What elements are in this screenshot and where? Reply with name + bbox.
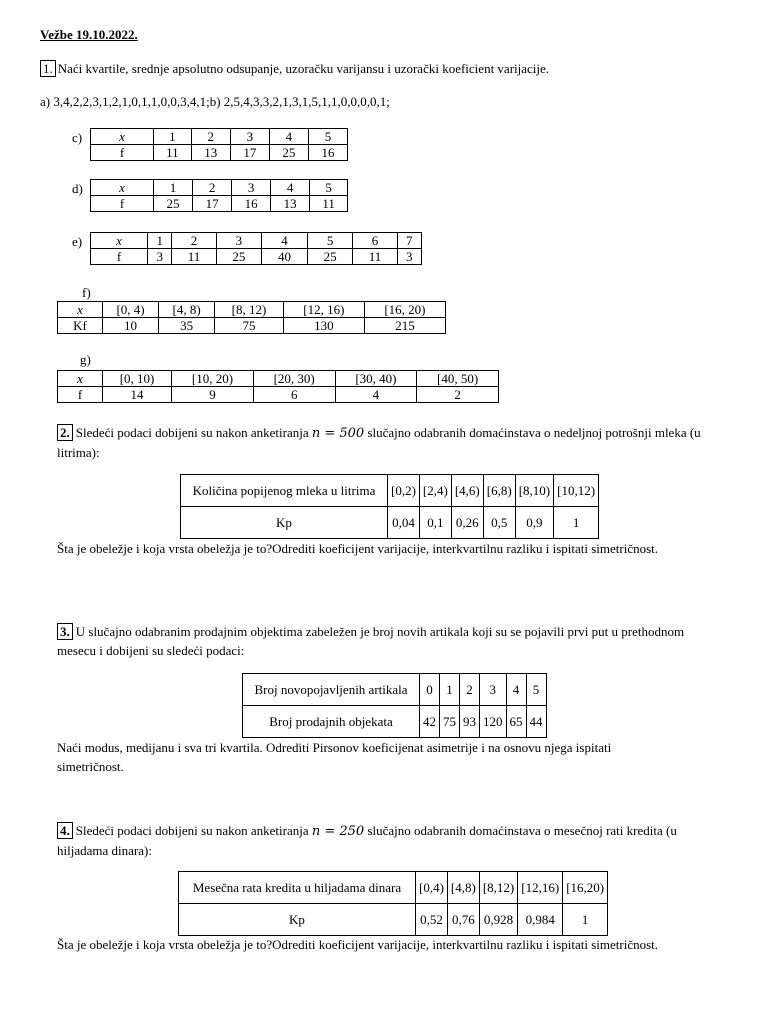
table-cell: 11 <box>172 249 216 265</box>
task1-number: 1. <box>40 60 56 77</box>
task1-ab-line: a) 3,4,2,2,3,1,2,1,0,1,1,0,0,3,4,1;b) 2,5,4,3,3,2,1,3,1,5,1,1,0,0,0,0,1; <box>40 94 390 109</box>
table-e-label: e) <box>72 234 83 249</box>
table-f-kf-header: Kf <box>58 318 103 334</box>
table-cell: 3 <box>148 249 172 265</box>
table-cell: [4,6) <box>451 475 483 507</box>
table-cell: [30, 40) <box>335 371 417 387</box>
table-cell: 0,52 <box>416 904 448 936</box>
table-cell: [0, 10) <box>103 371 172 387</box>
table-cell: 7 <box>397 233 422 249</box>
table-f-x-header: x <box>58 302 103 318</box>
table-cell: [12,16) <box>518 872 563 904</box>
table-cell: 17 <box>230 145 269 161</box>
task1-text: Naći kvartile, srednje apsolutno odsupanje, uzoračku varijansu i uzorački koeficient varijacije. <box>57 61 550 76</box>
table-cell: 10 <box>103 318 159 334</box>
table-cell: [4, 8) <box>159 302 215 318</box>
task1-statement <box>40 61 549 77</box>
table-d-label: d) <box>72 181 83 196</box>
task3-statement <box>57 622 717 660</box>
table-cell: 2 <box>417 387 499 403</box>
table-cell: 2 <box>193 180 232 196</box>
table-cell: 0,04 <box>388 507 420 539</box>
table-cell: [12, 16) <box>283 302 364 318</box>
table-cell: [0, 4) <box>103 302 159 318</box>
table-cell: [16,20) <box>563 872 608 904</box>
table-cell: [16, 20) <box>364 302 445 318</box>
table-cell: 5 <box>310 180 348 196</box>
task4-table-header: Mesečna rata kredita u hiljadama dinara <box>179 872 416 904</box>
table-cell: 11 <box>154 145 192 161</box>
table-cell: 25 <box>269 145 308 161</box>
task3-text: U slučajno odabranim prodajnim objektima zabeležen je broj novih artikala koji su se pojavili prvi put u prethodnom mesecu i dobijeni su sledeći podaci: <box>57 624 685 658</box>
table-cell: [0,4) <box>416 872 448 904</box>
table-cell: 1 <box>154 129 192 145</box>
task4-question: Šta je obeležje i koja vrsta obeležja je to?Odrediti koeficijent varijacije, interkvartilnu razliku i ispitati simetričnost. <box>57 937 659 952</box>
table-cell: [8,10) <box>515 475 553 507</box>
task2-text-a: Sledeći podaci dobijeni su nakon anketiranja <box>75 425 309 440</box>
task4-text-b: slučajno odabranih domaćinstava o mesečnoj rati kredita (u hiljadama dinara): <box>57 823 677 858</box>
table-cell: [2,4) <box>419 475 451 507</box>
table-cell: 6 <box>253 387 335 403</box>
table-g-label: g) <box>80 352 91 367</box>
table-cell: 35 <box>159 318 215 334</box>
table-cell: 4 <box>271 180 310 196</box>
table-cell: 13 <box>191 145 230 161</box>
table-c-label: c) <box>72 130 83 145</box>
table-cell: 9 <box>172 387 254 403</box>
task2-table <box>180 474 599 539</box>
table-cell: 1 <box>440 674 460 706</box>
table-cell: 14 <box>103 387 172 403</box>
table-cell: 0,9 <box>515 507 553 539</box>
table-d <box>90 179 348 212</box>
table-cell: [40, 50) <box>417 371 499 387</box>
task2-row-label: Kp <box>181 507 388 539</box>
table-f-label: f) <box>82 285 91 300</box>
task4-number: 4. <box>57 822 73 839</box>
task3-question: Naći modus, medijanu i sva tri kvartila. Odrediti Pirsonov koeficijenat asimetrije i na osnovu njega ispitati simetričnost. <box>57 740 612 774</box>
table-cell: [8,12) <box>479 872 517 904</box>
table-cell: 5 <box>307 233 353 249</box>
table-cell: 16 <box>232 196 271 212</box>
table-cell: 3 <box>397 249 422 265</box>
task3-number: 3. <box>57 623 73 640</box>
table-cell: 0,928 <box>479 904 517 936</box>
table-cell: 3 <box>216 233 262 249</box>
page-title: Vežbe 19.10.2022. <box>40 27 138 42</box>
task3-table <box>242 673 547 738</box>
table-cell: 25 <box>307 249 353 265</box>
table-c-f-header: f <box>91 145 154 161</box>
table-cell: 4 <box>262 233 308 249</box>
task4-equation: n = 250 <box>311 824 365 839</box>
table-g <box>57 370 499 403</box>
task2-question: Šta je obeležje i koja vrsta obeležja je to?Odrediti koeficijent varijacije, interkvartilnu razliku i ispitati simetričnost. <box>57 541 659 556</box>
table-e <box>90 232 422 265</box>
table-cell: 25 <box>216 249 262 265</box>
task4-table <box>178 871 608 936</box>
table-cell: 1 <box>148 233 172 249</box>
task2-table-header: Količina popijenog mleka u litrima <box>181 475 388 507</box>
table-cell: [20, 30) <box>253 371 335 387</box>
task2-equation: n = 500 <box>311 426 365 441</box>
table-cell: 5 <box>526 674 546 706</box>
table-cell: 0,1 <box>419 507 451 539</box>
table-cell: 0,984 <box>518 904 563 936</box>
table-cell: 75 <box>215 318 284 334</box>
table-cell: [4,8) <box>447 872 479 904</box>
table-d-f-header: f <box>91 196 154 212</box>
table-cell: 2 <box>460 674 480 706</box>
table-cell: 4 <box>506 674 526 706</box>
table-cell: [10, 20) <box>172 371 254 387</box>
table-cell: 17 <box>193 196 232 212</box>
table-cell: 42 <box>420 706 440 738</box>
table-cell: [0,2) <box>388 475 420 507</box>
table-cell: [6,8) <box>483 475 515 507</box>
table-cell: 0,5 <box>483 507 515 539</box>
table-cell: 44 <box>526 706 546 738</box>
table-cell: 3 <box>480 674 507 706</box>
task4-statement <box>57 821 717 860</box>
table-cell: 25 <box>154 196 193 212</box>
table-cell: 65 <box>506 706 526 738</box>
task3-table-header: Broj novopojavljenih artikala <box>243 674 420 706</box>
table-cell: 215 <box>364 318 445 334</box>
table-cell: 40 <box>262 249 308 265</box>
task2-statement <box>57 423 717 462</box>
table-cell: 3 <box>232 180 271 196</box>
table-cell: 16 <box>308 145 347 161</box>
table-cell: 1 <box>563 904 608 936</box>
table-cell: 0,26 <box>451 507 483 539</box>
table-e-x-header: x <box>91 233 148 249</box>
table-cell: 6 <box>353 233 397 249</box>
table-cell: 4 <box>269 129 308 145</box>
table-cell: 0,76 <box>447 904 479 936</box>
table-cell: 4 <box>335 387 417 403</box>
table-cell: 0 <box>420 674 440 706</box>
table-cell: [10,12) <box>554 475 599 507</box>
table-c-x-header: x <box>91 129 154 145</box>
table-cell: 11 <box>310 196 348 212</box>
table-cell: 11 <box>353 249 397 265</box>
table-cell: 2 <box>172 233 216 249</box>
table-cell: 1 <box>154 180 193 196</box>
table-cell: 93 <box>460 706 480 738</box>
table-cell: 1 <box>554 507 599 539</box>
table-cell: 130 <box>283 318 364 334</box>
table-g-f-header: f <box>58 387 103 403</box>
table-cell: [8, 12) <box>215 302 284 318</box>
task3-row-label: Broj prodajnih objekata <box>243 706 420 738</box>
table-cell: 5 <box>308 129 347 145</box>
task4-text-a: Sledeći podaci dobijeni su nakon anketiranja <box>75 823 309 838</box>
table-cell: 3 <box>230 129 269 145</box>
table-cell: 13 <box>271 196 310 212</box>
task4-row-label: Kp <box>179 904 416 936</box>
table-g-x-header: x <box>58 371 103 387</box>
table-e-f-header: f <box>91 249 148 265</box>
task2-text-b: slučajno odabranih domaćinstava o nedeljnoj potrošnji mleka (u litrima): <box>57 425 701 460</box>
table-c <box>90 128 348 161</box>
task2-number: 2. <box>57 424 73 441</box>
table-cell: 2 <box>191 129 230 145</box>
table-d-x-header: x <box>91 180 154 196</box>
table-cell: 120 <box>480 706 507 738</box>
table-f <box>57 301 446 334</box>
table-cell: 75 <box>440 706 460 738</box>
